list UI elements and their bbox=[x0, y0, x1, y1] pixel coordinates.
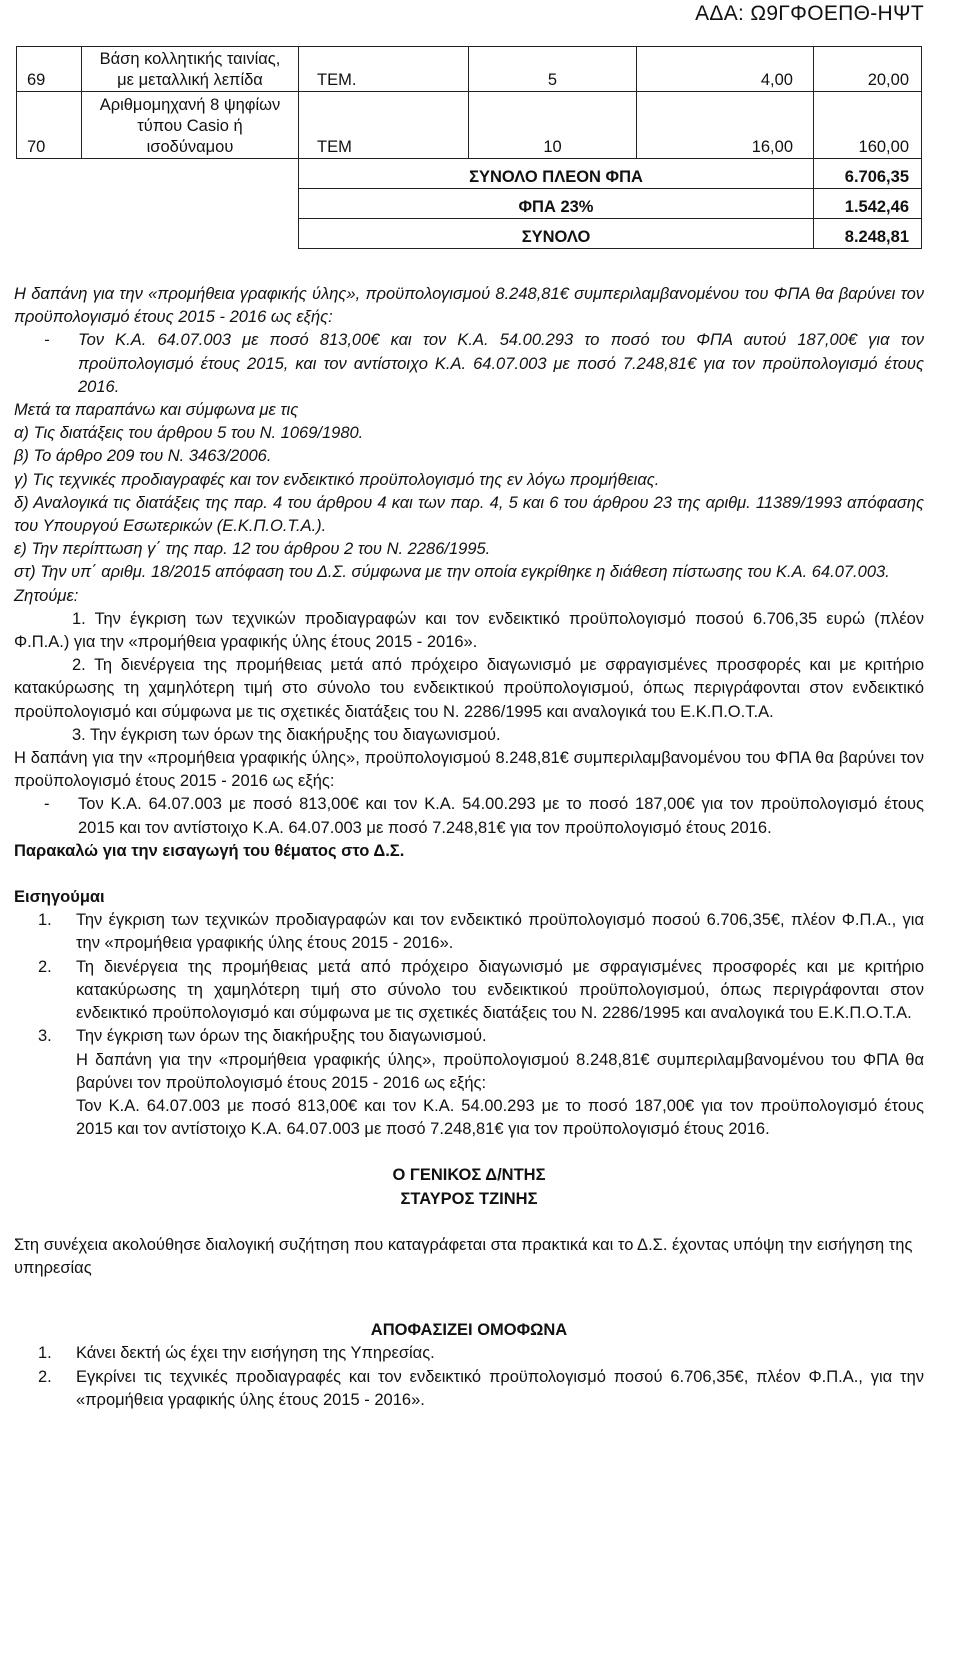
blank-cell bbox=[17, 189, 299, 219]
spacer bbox=[14, 1280, 924, 1303]
decision-item bbox=[14, 1342, 924, 1365]
budget-dash-item bbox=[14, 329, 924, 399]
item-unit: ΤΕΜ bbox=[299, 92, 469, 159]
desc-line: τύπου Casio ή bbox=[137, 117, 243, 135]
item-price: 4,00 bbox=[637, 47, 814, 92]
total-label: ΣΥΝΟΛΟ bbox=[299, 219, 814, 249]
decision-item bbox=[14, 1366, 924, 1412]
item-number: 3. bbox=[38, 1027, 52, 1046]
signatory-name: ΣΤΑΥΡΟΣ ΤΖΙΝΗΣ bbox=[400, 1189, 538, 1208]
considering-line: Μετά τα παραπάνω και σύμφωνα με τις bbox=[14, 401, 299, 420]
table-total-row bbox=[17, 189, 922, 219]
budget-paragraph: Η δαπάνη για την «προμήθεια γραφικής ύλης», προϋπολογισμού 8.248,81€ συμπεριλαμβανομένου του ΦΠΑ θα βαρύνει τον προϋπολογισμό έτους 2015 - 2016 ως εξής: bbox=[14, 285, 924, 327]
item-description bbox=[82, 47, 299, 92]
budget-table bbox=[16, 46, 922, 249]
dash-mark: - bbox=[44, 795, 50, 814]
item-total: 20,00 bbox=[814, 47, 922, 92]
item-total: 160,00 bbox=[814, 92, 922, 159]
item-number: 1. bbox=[38, 911, 52, 930]
item-number: 2. bbox=[38, 957, 52, 976]
blank-cell bbox=[17, 159, 299, 189]
total-label: ΣΥΝΟΛΟ ΠΛΕΟΝ ΦΠΑ bbox=[299, 159, 814, 189]
item-text: Την έγκριση των τεχνικών προδιαγραφών και τον ενδεικτικό προϋπολογισμό ποσού 6.706,35€, πλέον Φ.Π.Α., για την «προμήθεια γραφικής ύλης έτους 2015 - 2016». bbox=[76, 911, 924, 953]
clause-d: δ) Αναλογικά τις διατάξεις της παρ. 4 του άρθρου 4 και των παρ. 4, 5 και 6 του άρθρου 23 της αριθμ. 11389/1993 απόφασης του Υπουργού Εσωτερικών (Ε.Κ.Π.Ο.Τ.Α.). bbox=[14, 493, 924, 536]
item-number: 1. bbox=[38, 1344, 52, 1363]
budget-paragraph-2: Η δαπάνη για την «προμήθεια γραφικής ύλης», προϋπολογισμού 8.248,81€ συμπεριλαμβανομένου του ΦΠΑ θα βαρύνει τον προϋπολογισμό έτους 2015 - 2016 ως εξής: bbox=[14, 749, 924, 791]
spacer bbox=[14, 1303, 924, 1319]
desc-line: Αριθμομηχανή 8 ψηφίων bbox=[99, 96, 281, 114]
total-value: 1.542,46 bbox=[814, 189, 922, 219]
clause-b: β) Το άρθρο 209 του Ν. 3463/2006. bbox=[14, 447, 272, 466]
spacer bbox=[14, 1141, 924, 1164]
request-item-2: 2. Τη διενέργεια της προμήθειας μετά από πρόχειρο διαγωνισμό με σφραγισμένες προσφορές και με κριτήριο κατακύρωσης τη χαμηλότερη τιμή στο σύνολο του ενδεικτικού προϋπολογισμού, όπως περιγράφονται στον ενδεικτικό προϋπολογισμό και σύμφωνα με τις σχετικές διατάξεις του Ν. 2286/1995 και αναλογικά του Ε.Κ.Π.Ο.Τ.Α. bbox=[14, 656, 924, 721]
desc-line: Βάση κολλητικής ταινίας, bbox=[99, 50, 281, 68]
request-heading: Ζητούμε: bbox=[14, 586, 79, 605]
proposal-sub-paragraph: Τον Κ.Α. 64.07.003 με ποσό 813,00€ και τον Κ.Α. 54.00.293 με το ποσό 187,00€ για τον προϋπολογισμό έτους 2015 και τον αντίστοιχο Κ.Α. 64.07.003 με ποσό 7.248,81€ για τον προϋπολογισμό έτους 2016. bbox=[76, 1096, 924, 1139]
clause-c: γ) Τις τεχνικές προδιαγραφές και τον ενδεικτικό προϋπολογισμό της εν λόγω προμήθειας. bbox=[14, 470, 660, 489]
item-price: 16,00 bbox=[637, 92, 814, 159]
table-total-row bbox=[17, 159, 922, 189]
request-item-3: 3. Την έγκριση των όρων της διακήρυξης του διαγωνισμού. bbox=[72, 725, 501, 744]
item-number: 70 bbox=[17, 92, 82, 159]
item-text: Τη διενέργεια της προμήθειας μετά από πρόχειρο διαγωνισμό με σφραγισμένες προσφορές και με κριτήριο κατακύρωσης τη χαμηλότερη τιμή στο σύνολο του ενδεικτικού προϋπολογισμού, όπως περιγράφονται στον ενδεικτικό προϋπολογισμό και σύμφωνα με τις σχετικές διατάξεις του Ν. 2286/1995 και αναλογικά του Ε.Κ.Π.Ο.Τ.Α. bbox=[76, 957, 924, 1023]
desc-line: με μεταλλική λεπίδα bbox=[117, 71, 263, 89]
total-value: 6.706,35 bbox=[814, 159, 922, 189]
blank-cell bbox=[17, 219, 299, 249]
spacer bbox=[14, 863, 924, 886]
item-description bbox=[82, 92, 299, 159]
dash-mark: - bbox=[44, 331, 50, 350]
item-text: Εγκρίνει τις τεχνικές προδιαγραφές και τον ενδεικτικό προϋπολογισμό ποσού 6.706,35€, πλέον Φ.Π.Α., για την «προμήθεια γραφικής ύλης έτους 2015 - 2016». bbox=[76, 1367, 924, 1409]
agenda-request: Παρακαλώ για την εισαγωγή του θέματος στο Δ.Σ. bbox=[14, 841, 405, 860]
item-number: 69 bbox=[17, 47, 82, 92]
request-item-1: 1. Την έγκριση των τεχνικών προδιαγραφών και τον ενδεικτικό προϋπολογισμό ποσού 6.706,35 ευρώ (πλέον Φ.Π.Α.) για την «προμήθεια γραφικής ύλης έτους 2015 - 2016». bbox=[14, 609, 924, 652]
clause-f: στ) Την υπ΄ αριθμ. 18/2015 απόφαση του Δ.Σ. σύμφωνα με την οποία εγκρίθηκε η διάθεση πίστωσης του Κ.Α. 64.07.003. bbox=[14, 563, 890, 582]
total-label: ΦΠΑ 23% bbox=[299, 189, 814, 219]
clause-e: ε) Την περίπτωση γ΄ της παρ. 12 του άρθρου 2 του Ν. 2286/1995. bbox=[14, 540, 491, 559]
spacer bbox=[14, 1211, 924, 1234]
italic-section bbox=[14, 283, 924, 608]
proposal-item bbox=[14, 956, 924, 1026]
item-quantity: 5 bbox=[469, 47, 637, 92]
table-row bbox=[17, 92, 922, 159]
decision-heading: ΑΠΟΦΑΣΙΖΕΙ ΟΜΟΦΩΝΑ bbox=[370, 1321, 568, 1340]
ada-code: ΑΔΑ: Ω9ΓΦΟΕΠΘ-ΗΨΤ bbox=[695, 2, 924, 25]
item-text: Κάνει δεκτή ώς έχει την εισήγηση της Υπηρεσίας. bbox=[76, 1344, 435, 1363]
table-total-row bbox=[17, 219, 922, 249]
dash-text: Τον Κ.Α. 64.07.003 με ποσό 813,00€ και τον Κ.Α. 54.00.293 το ποσό του ΦΠΑ αυτού 187,00€ για τον προϋπολογισμό έτους 2015, και τον αντίστοιχο Κ.Α. 64.07.003 με ποσό 7.248,81€ για τον προϋπολογισμό έτους 2016. bbox=[78, 331, 924, 396]
signatory-title: Ο ΓΕΝΙΚΟΣ Δ/ΝΤΗΣ bbox=[392, 1166, 546, 1185]
dash-text: Τον Κ.Α. 64.07.003 με ποσό 813,00€ και τον Κ.Α. 54.00.293 με το ποσό 187,00€ για τον προϋπολογισμό έτους 2015 και τον αντίστοιχο Κ.Α. 64.07.003 με ποσό 7.248,81€ για τον προϋπολογισμό έτους 2016. bbox=[78, 795, 924, 837]
document-body bbox=[14, 283, 924, 1412]
proposal-item bbox=[14, 909, 924, 955]
proposal-heading: Εισηγούμαι bbox=[14, 888, 105, 907]
discussion-paragraph: Στη συνέχεια ακολούθησε διαλογική συζήτηση που καταγράφεται στα πρακτικά και το Δ.Σ. έχοντας υπόψη την εισήγηση της υπηρεσίας bbox=[14, 1235, 913, 1277]
item-text: Την έγκριση των όρων της διακήρυξης του διαγωνισμού. bbox=[76, 1027, 487, 1046]
desc-line: ισοδύναμου bbox=[146, 138, 234, 156]
total-value: 8.248,81 bbox=[814, 219, 922, 249]
item-unit: ΤΕΜ. bbox=[299, 47, 469, 92]
budget-dash-item-2 bbox=[14, 793, 924, 839]
clause-a: α) Τις διατάξεις του άρθρου 5 του Ν. 1069/1980. bbox=[14, 424, 364, 443]
item-number: 2. bbox=[38, 1367, 52, 1386]
proposal-sub-paragraph: Η δαπάνη για την «προμήθεια γραφικής ύλης», προϋπολογισμού 8.248,81€ συμπεριλαμβανομένου του ΦΠΑ θα βαρύνει τον προϋπολογισμό έτους 2015 - 2016 ως εξής: bbox=[76, 1050, 924, 1092]
table-row bbox=[17, 47, 922, 92]
proposal-item bbox=[14, 1025, 924, 1048]
item-quantity: 10 bbox=[469, 92, 637, 159]
